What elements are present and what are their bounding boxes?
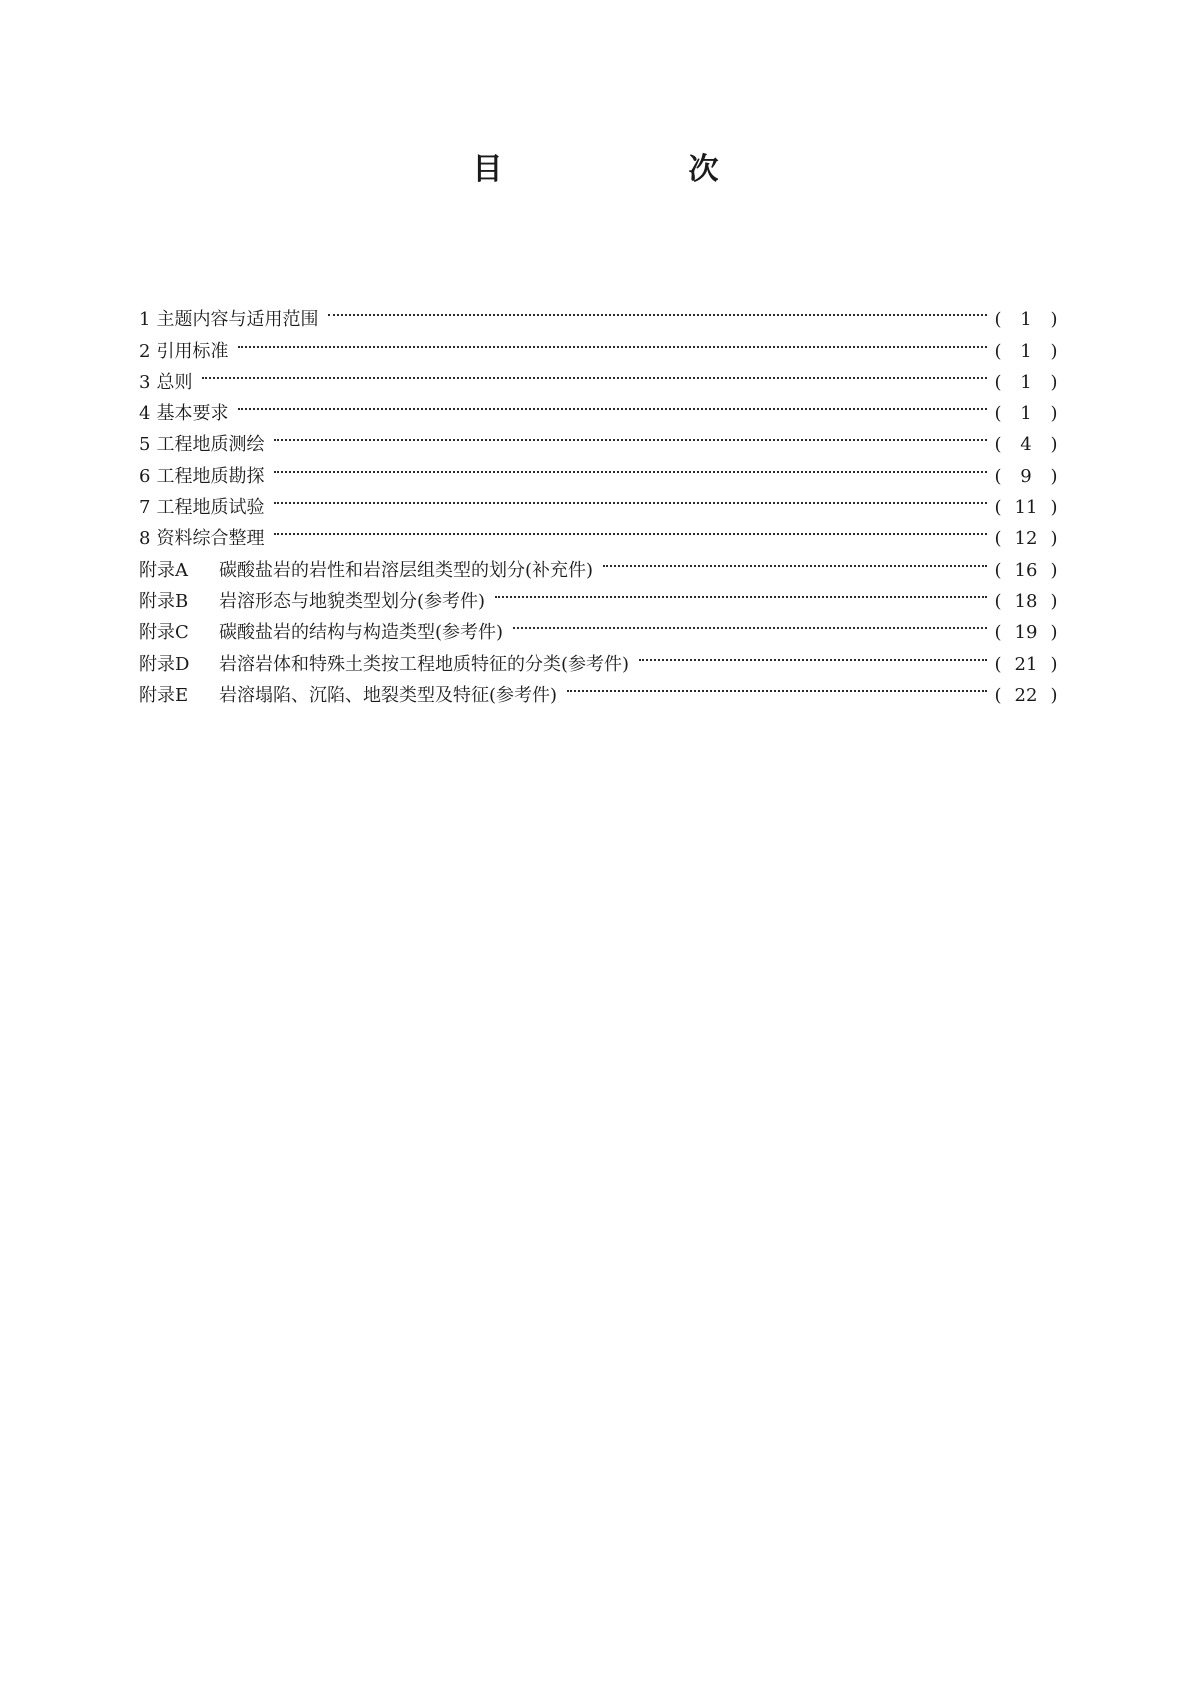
toc-entry-title: 工程地质测绘 [156, 434, 265, 456]
toc-entry[interactable] [139, 357, 1059, 393]
dot-leader [513, 607, 987, 638]
toc-entry-title: 主题内容与适用范围 [156, 309, 319, 331]
toc-entry[interactable] [139, 513, 1059, 550]
dot-leader [328, 294, 987, 325]
toc-entry-page: ( 1 ) [987, 336, 1059, 367]
page-number: 4 [1020, 434, 1032, 456]
toc-entry-title: 碳酸盐岩的岩性和岩溶层组类型的划分(补充件) [219, 559, 594, 581]
toc-entry-page: ( 21 ) [987, 649, 1059, 680]
toc-entry-title: 工程地质勘探 [156, 465, 265, 487]
toc-entry-page: ( 22 ) [987, 680, 1059, 711]
page-number: 21 [1014, 653, 1038, 675]
page-number: 11 [1014, 497, 1038, 519]
toc-entry-number: 7 [139, 497, 151, 519]
toc-entry[interactable] [139, 419, 1059, 456]
toc-entry-number: 附录A [139, 559, 188, 581]
toc-entry[interactable] [139, 388, 1059, 425]
dot-leader [238, 325, 987, 356]
toc-entry-number: 附录D [139, 653, 190, 675]
toc-entry-number: 5 [139, 434, 151, 456]
page-number: 19 [1014, 622, 1038, 644]
page-title: 目 次 [472, 152, 797, 187]
toc-entry-number: 3 [139, 371, 151, 393]
toc-entry-title: 岩溶形态与地貌类型划分(参考件) [219, 590, 486, 612]
dot-leader [274, 513, 987, 544]
toc-entry[interactable] [139, 544, 1059, 581]
toc-entry-title: 总则 [156, 371, 193, 393]
toc-entry-page: ( 1 ) [987, 367, 1059, 398]
toc-entry-title: 基本要求 [156, 403, 229, 425]
dot-leader [603, 544, 987, 575]
toc-entry-number: 附录E [139, 684, 189, 706]
dot-leader [238, 388, 987, 419]
page-number: 1 [1020, 403, 1032, 425]
page-number: 16 [1014, 559, 1038, 581]
toc-entry-number: 4 [139, 403, 151, 425]
dot-leader [639, 638, 987, 669]
dot-leader [495, 576, 987, 607]
page-number: 18 [1014, 590, 1038, 612]
toc-entry-page: ( 9 ) [987, 461, 1059, 492]
table-of-contents [139, 294, 1059, 706]
toc-entry-number: 附录C [139, 622, 189, 644]
toc-entry[interactable] [139, 294, 1059, 331]
toc-entry-page: ( 12 ) [987, 523, 1059, 554]
dot-leader [274, 482, 987, 513]
toc-entry-page: ( 1 ) [987, 398, 1059, 429]
dot-leader [567, 670, 987, 701]
toc-entry-number: 8 [139, 528, 151, 550]
toc-entry-title: 碳酸盐岩的结构与构造类型(参考件) [219, 622, 504, 644]
page-number: 22 [1014, 684, 1038, 706]
toc-entry-page: ( 16 ) [987, 555, 1059, 586]
toc-entry-title: 工程地质试验 [156, 497, 265, 519]
dot-leader [274, 450, 987, 481]
toc-entry-page: ( 18 ) [987, 586, 1059, 617]
page-number: 12 [1014, 528, 1038, 550]
dot-leader [202, 357, 987, 388]
toc-entry-page: ( 4 ) [987, 429, 1059, 460]
toc-entry-page: ( 19 ) [987, 617, 1059, 648]
toc-entry-number: 附录B [139, 590, 189, 612]
toc-entry[interactable] [139, 325, 1059, 362]
toc-entry[interactable] [139, 482, 1059, 519]
toc-entry-number: 6 [139, 465, 151, 487]
toc-entry-page: ( 11 ) [987, 492, 1059, 523]
page-number: 1 [1020, 340, 1032, 362]
toc-entry-number: 2 [139, 340, 151, 362]
toc-entry[interactable] [139, 450, 1059, 487]
page-number: 9 [1020, 465, 1032, 487]
toc-entry-title: 引用标准 [156, 340, 229, 362]
toc-entry-title: 资料综合整理 [156, 528, 265, 550]
page-number: 1 [1020, 309, 1032, 331]
toc-entry-number: 1 [139, 309, 151, 331]
toc-entry-title: 岩溶塌陷、沉陷、地裂类型及特征(参考件) [219, 684, 558, 706]
toc-entry-page: ( 1 ) [987, 304, 1059, 335]
page-number: 1 [1020, 371, 1032, 393]
dot-leader [274, 419, 987, 450]
toc-entry-title: 岩溶岩体和特殊土类按工程地质特征的分类(参考件) [219, 653, 630, 675]
